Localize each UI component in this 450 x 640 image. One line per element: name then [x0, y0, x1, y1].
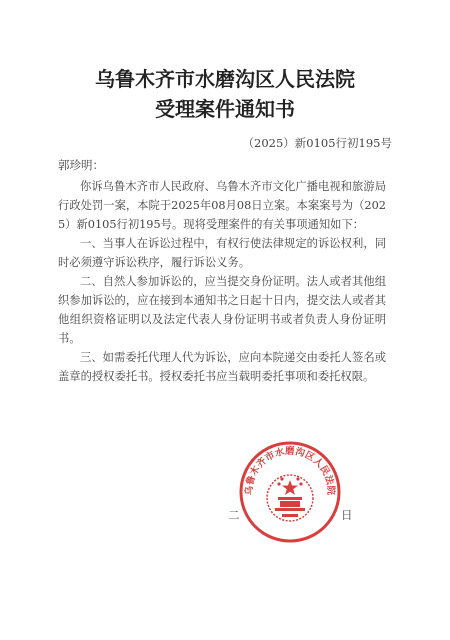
seal-text: 乌鲁木齐市水磨沟区人民法院 — [243, 446, 337, 496]
case-number: （2025）新0105行初195号 — [242, 136, 392, 150]
emblem-gate-base — [275, 508, 305, 511]
emblem-ribbon — [282, 514, 298, 517]
document-title: 受理案件通知书 — [155, 97, 295, 121]
paragraph-intro: 你诉乌鲁木齐市人民政府、乌鲁木齐市文化广播电视和旅游局行政处罚一案，本院于2025年08月08日立案。本案案号为（2025）新0105行初195号。现将受理案件的有关事项通知如下： — [58, 180, 386, 231]
emblem-gate-roof — [278, 497, 302, 500]
date-year-char: 二 — [228, 508, 240, 522]
paragraph-rights: 一、当事人在诉讼过程中，有权行使法律规定的诉讼权利，同时必须遵守诉讼秩序，履行诉讼义务。 — [58, 237, 386, 269]
date-day-char: 日 — [341, 508, 353, 522]
court-seal-icon — [238, 440, 342, 544]
notice-body — [58, 177, 386, 386]
court-name: 乌鲁木齐市水磨沟区人民法院 — [95, 67, 355, 91]
emblem-small-star — [280, 477, 283, 480]
addressee: 郭珍明： — [58, 158, 104, 172]
emblem-small-star — [296, 477, 299, 480]
emblem-small-star — [277, 482, 280, 485]
paragraph-identity: 二、自然人参加诉讼的，应当提交身份证明。法人或者其他组织参加诉讼的，应在接到本通知书之日起十日内，提交法人或者其他组织资格证明以及法定代表人身份证明书或者负责人身份证明书。 — [58, 275, 386, 345]
emblem-big-star — [282, 480, 298, 495]
seal-outer-ring — [241, 443, 339, 541]
paragraph-agent: 三、如需委托代理人代为诉讼，应向本院递交由委托人签名或盖章的授权委托书。授权委托书应当载明委托事项和委托权限。 — [58, 351, 386, 383]
emblem-small-star — [299, 482, 302, 485]
emblem-gate-body — [280, 501, 300, 507]
